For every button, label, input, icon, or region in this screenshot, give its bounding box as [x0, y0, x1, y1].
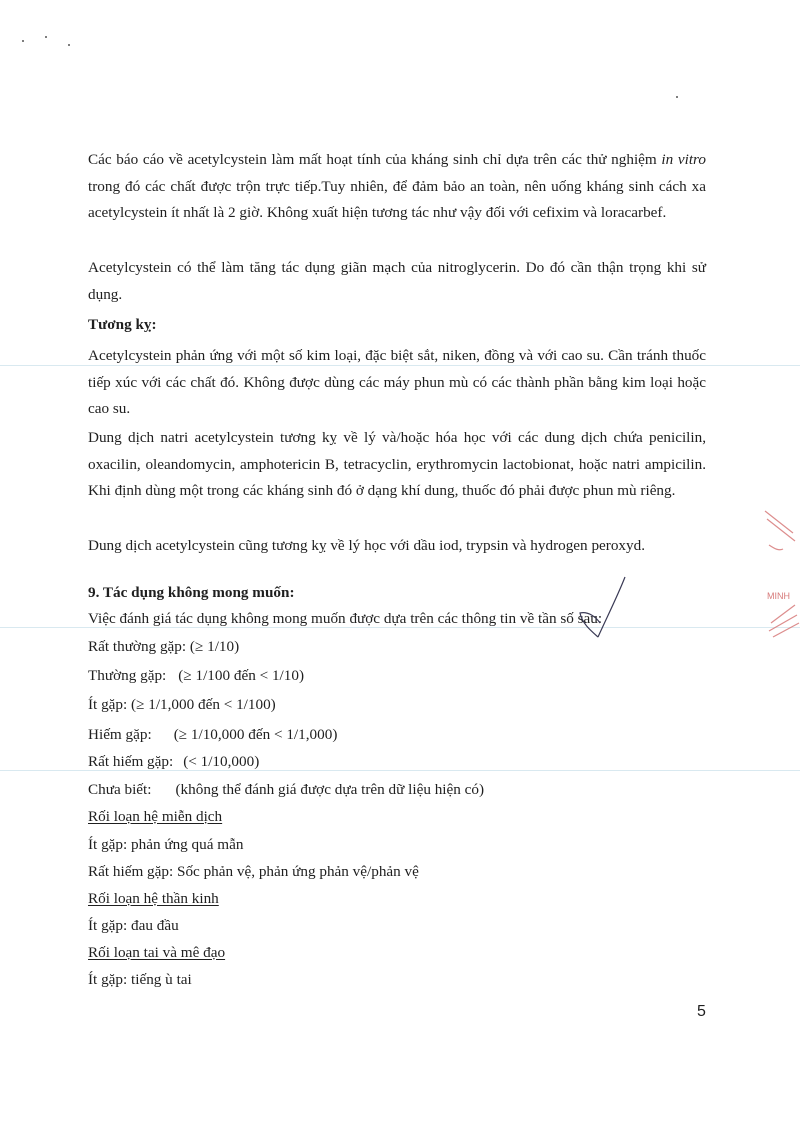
paragraph-text: trong đó các chất được trộn trực tiếp.Tuy nhiên, để đảm bảo an toàn, nên uống kháng sinh cách xa acetylcystein ít nhất là 2 giờ. Không xuất hiện tương tác như vậy đối với cefixim và loracarbef.	[88, 177, 706, 221]
italic-term: in vitro	[661, 151, 706, 168]
frequency-row	[88, 752, 259, 772]
frequency-value: (không thể đánh giá được dựa trên dữ liệu hiện có)	[175, 781, 485, 798]
nervous-item: Ít gặp: đau đầu	[88, 917, 179, 934]
immune-item: Ít gặp: phản ứng quá mẫn	[88, 836, 244, 853]
section-9-heading: 9. Tác dụng không mong muốn:	[88, 584, 295, 601]
frequency-row	[88, 695, 276, 715]
frequency-value: (≥ 1/10)	[189, 638, 240, 655]
frequency-row	[88, 637, 239, 657]
frequency-label: Rất thường gặp:	[88, 638, 187, 655]
frequency-value: (≥ 1/10,000 đến < 1/1,000)	[173, 726, 338, 743]
frequency-label: Chưa biết:	[88, 781, 152, 798]
paragraph-antibiotic-interaction	[88, 147, 706, 227]
subheading-nervous: Rối loạn hệ thần kinh	[88, 890, 219, 907]
heading-text: Tương kỵ:	[88, 316, 157, 333]
scan-speck	[22, 40, 24, 42]
paragraph-text: Các báo cáo về acetylcystein làm mất hoạt tính của kháng sinh chỉ dựa trên các thử nghiệm	[88, 151, 662, 168]
stamp-mark	[755, 505, 800, 655]
immune-item: Rất hiếm gặp: Sốc phản vệ, phản ứng phản vệ/phản vệ	[88, 863, 419, 880]
scan-speck	[68, 44, 70, 46]
frequency-label: Thường gặp:	[88, 667, 167, 684]
frequency-value: (≥ 1/1,000 đến < 1/100)	[131, 696, 276, 713]
scan-speck	[45, 36, 47, 38]
signature-mark	[560, 575, 640, 655]
frequency-label: Hiếm gặp:	[88, 726, 152, 743]
paragraph-nitroglycerin: Acetylcystein có thể làm tăng tác dụng giãn mạch của nitroglycerin. Do đó cần thận trọng khi sử dụng.	[88, 259, 706, 303]
stamp-text: MINH	[767, 591, 790, 601]
frequency-value: (≥ 1/100 đến < 1/10)	[178, 667, 305, 684]
subheading-immune: Rối loạn hệ miễn dịch	[88, 808, 223, 825]
frequency-label: Ít gặp:	[88, 696, 128, 713]
ear-item: Ít gặp: tiếng ù tai	[88, 971, 192, 988]
frequency-value: (< 1/10,000)	[183, 753, 260, 770]
frequency-row	[88, 725, 337, 745]
paragraph-antibiotic-incompatibility: Dung dịch natri acetylcystein tương kỵ về lý và/hoặc hóa học với các dung dịch chứa penicilin, oxacilin, oleandomycin, amphotericin B, tetracyclin, erythromycin lactobionat, hoặc natri ampicilin. Khi định dùng một trong các kháng sinh đó ở dạng khí dung, thuốc đó phải được phun mù riêng.	[88, 429, 706, 499]
subheading-ear: Rối loạn tai và mê đạo	[88, 944, 226, 961]
frequency-label: Rất hiếm gặp:	[88, 753, 174, 770]
page-number: 5	[697, 1003, 706, 1020]
section-9-intro: Việc đánh giá tác dụng không mong muốn được dựa trên các thông tin về tần số sau:	[88, 610, 603, 627]
paragraph-metals: Acetylcystein phản ứng với một số kim loại, đặc biệt sắt, niken, đồng và với cao su. Cần tránh thuốc tiếp xúc với các chất đó. Không được dùng các máy phun mù có các thành phần bằng kim loại hoặc cao su.	[88, 347, 706, 417]
paragraph-iod: Dung dịch acetylcystein cũng tương kỵ về lý học với dầu iod, trypsin và hydrogen peroxyd.	[88, 537, 646, 554]
scan-speck	[676, 96, 678, 98]
frequency-row	[88, 780, 484, 800]
frequency-row	[88, 666, 304, 686]
heading-tuong-ky	[88, 315, 157, 335]
